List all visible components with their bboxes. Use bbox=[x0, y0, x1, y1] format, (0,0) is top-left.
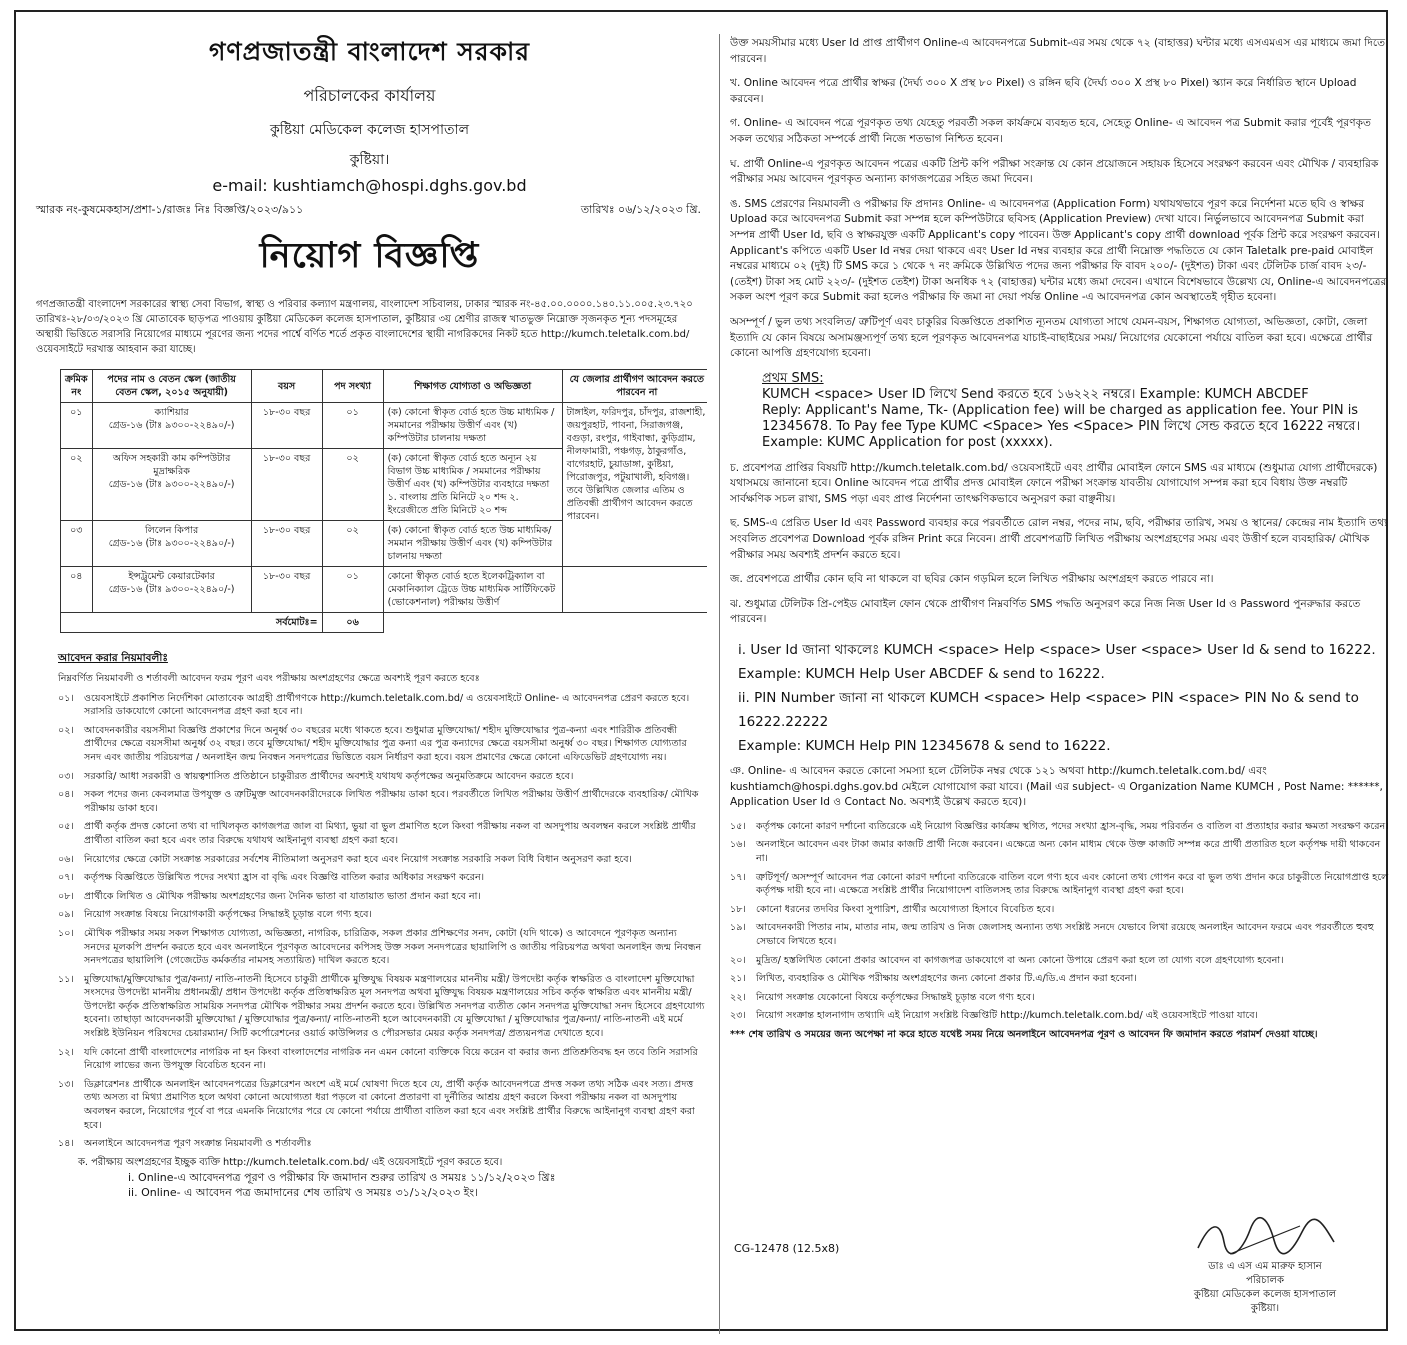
cell-serial: ০১ bbox=[61, 403, 93, 449]
signature-block bbox=[1150, 1212, 1380, 1316]
cell-districts-empty bbox=[562, 567, 707, 613]
cg-code: CG-12478 (12.5x8) bbox=[734, 1242, 840, 1255]
list-item: ২৩। নিয়োগ সংক্রান্ত হালনাগাদ তথ্যাদি এই নিয়োগ সংশ্লিষ্ট বিজ্ঞপ্তিটি http://kumch.teletalk.com.bd/ এই ওয়েবসাইটে পাওয়া যাবে। bbox=[730, 1010, 1258, 1022]
notice-header bbox=[32, 32, 707, 195]
signatory-name: ডাঃ এ এস এম মারুফ হাসান bbox=[1208, 1261, 1322, 1272]
sms-block bbox=[762, 371, 1392, 451]
sms-first-label: প্রথম SMS: bbox=[762, 370, 824, 386]
cell-count: ০১ bbox=[322, 403, 383, 449]
cell-count: ০২ bbox=[322, 521, 383, 567]
govt-name: গণপ্রজাতন্ত্রী বাংলাদেশ সরকার bbox=[209, 37, 530, 66]
recovery-userid-example: Example: KUMCH Help User ABCDEF & send to 16222. bbox=[738, 666, 1105, 683]
rule14-ka: ক. পরীক্ষায় অংশগ্রহণের ইচ্ছুক ব্যক্তি http://kumch.teletalk.com.bd/ এই ওয়েবসাইটে পূরণ করতে হবে। bbox=[78, 1156, 503, 1168]
signatory-title: পরিচালক bbox=[1246, 1275, 1284, 1286]
list-item: ০৩। সরকারি/ আধা সরকারী ও স্বায়ত্বশাসিত প্রতিষ্ঠানে চাকুরীরত প্রার্থীদের অবশ্যই যথাযথ কর্তৃপক্ষের অনুমতিক্রমে আবেদন করতে হবে। bbox=[58, 770, 574, 782]
list-item: ১৪। অনলাইনে আবেদনপত্র পূরণ সংক্রান্ত নিয়মাবলী ও শর্তাবলীঃ bbox=[58, 1138, 312, 1150]
cell-qualification: (ক) কোনো স্বীকৃত বোর্ড হতে উচ্চ মাধ্যমিক/ সমমান পরীক্ষায় উত্তীর্ণ এবং (খ) কম্পিউটার চালনায় দক্ষতা bbox=[383, 521, 562, 567]
list-item: ১৩। ডিক্লারেশনঃ প্রার্থীকে অনলাইন আবেদনপত্রের ডিক্লারেশন অংশে এই মর্মে ঘোষণা দিতে হবে যে, প্রার্থী কর্তৃক আবেদনপত্রে প্রদত্ত সকল তথ্য সঠিক এবং সত্য। প্রদত্ত তথ্য অসত্য বা মিথ্যা প্রমাণিত হলে অথবা কোনো অযোগ্যতা ধরা পড়লে বা কোনো প্রতারণা বা দুর্নীতির আশ্রয় গ্রহণ করলে কিংবা পরীক্ষায় নকল বা অসদুপায় অবলম্বন করলে, নিয়োগের পূর্বে বা পরে এমনকি নিয়োগের পরে যে কোনো পর্যায়ে প্রার্থীতা বাতিল করা হবে এবং সংশ্লিষ্ট প্রার্থীর বিরুদ্ধে আইনানুগ ব্যবস্থা গ্রহণ করা হবে। bbox=[58, 1078, 695, 1131]
cell-age: ১৮-৩০ বছর bbox=[251, 403, 322, 449]
cell-count: ০২ bbox=[322, 449, 383, 521]
list-item: ২০। মুদ্রিত/ হস্তলিখিত কোনো প্রকার আবেদন বা কাগজপত্র ডাকযোগে বা অন্য কোনো উপায়ে প্রেরণ করা হলে তা যোগ্য বলে গ্রহণযোগ্য হবেনা। bbox=[730, 954, 1284, 966]
list-item: ০৪। সকল পদের জন্য কেবলমাত্র উপযুক্ত ও ত্রুটিমুক্ত আবেদনকারীদেরকে লিখিত পরীক্ষায় ডাকা হবে। পরবর্তীতে লিখিত পরীক্ষায় উত্তীর্ণ প্রার্থীদেরকে ব্যবহারিক/ মৌখিক পরীক্ষায় ডাকা হবে। bbox=[58, 789, 699, 814]
list-item: ০২। আবেদনকারীর বয়সসীমা বিজ্ঞপ্তি প্রকাশের দিনে অনুর্ধ্ব ৩০ বছরের মধ্যে থাকতে হবে। শুধুমাত্র মুক্তিযোদ্ধা/ শহীদ মুক্তিযোদ্ধার পুত্র-কন্যা এবং শারিরীক প্রতিবন্ধী প্রার্থীদের ক্ষেত্রে বয়সসীমা অনুর্ধ্ব ৩২ বছর। তবে মুক্তিযোদ্ধা/ শহীদ মুক্তিযোদ্ধার পুত্র কন্যা এর পুত্র কন্যাদের ক্ষেত্রে বয়সসীমা অনুর্ধ্ব ৩০ বছর। শিক্ষাগত যোগ্যতার সনদ এবং জাতীয় পরিচয়পত্র / অনলাইন জন্ম নিবন্ধন সনদপত্রের ভিত্তিতে বয়স নির্ধারণ করা হবে। বয়স প্রমাণের ক্ষেত্রে কোনো এফিডেভিট গ্রহণযোগ্য নয়। bbox=[58, 724, 687, 763]
cell-age: ১৮-৩০ বছর bbox=[251, 567, 322, 613]
memo-row bbox=[32, 201, 707, 220]
th-count: পদ সংখ্যা bbox=[322, 370, 383, 403]
recovery-pin: ii. PIN Number জানা না থাকলে KUMCH <space> Help <space> PIN <space> PIN No & send to 16222.22222 bbox=[738, 690, 1359, 731]
post-name: ইন্সট্রুমেন্ট কেয়ারটেকার bbox=[128, 571, 215, 582]
recovery-userid: i. User Id জানা থাকলেঃ KUMCH <space> Help <space> User <space> User Id & send to 16222. bbox=[738, 642, 1376, 659]
recovery-instructions bbox=[738, 638, 1392, 758]
right-para-1: উক্ত সময়সীমার মধ্যে User Id প্রাপ্ত প্রার্থীগণ Online-এ আবেদনপত্রে Submit-এর সময় থেকে ৭২ (বাহাত্তর) ঘন্টার মধ্যে এসএমএস এর মাধ্যমে জমা দিতে পারবেন। bbox=[730, 37, 1386, 65]
list-item: ১০। মৌখিক পরীক্ষার সময় সকল শিক্ষাগত যোগ্যতা, অভিজ্ঞতা, নাগরিক, চারিত্রিক, সকল প্রকার প্রশিক্ষণের সনদ, কোটা (যদি থাকে) ও আবেদনে পূরণকৃত অন্যান্য সনদের মূলকপি প্রদর্শন করতে হবে এবং অনলাইনে পূরণকৃত আবেদনের কপিসহ উক্ত সকল সনদপত্রের ছায়ালিপি ও জাতীয় পরিচয়পত্র অথবা অনলাইন জন্ম নিবন্ধন সনদপত্রের ছায়ালিপি (গেজেটেড কর্মকর্তার নামসহ সত্যায়িত) দাখিল করতে হবে। bbox=[58, 927, 702, 967]
cell-age: ১৮-৩০ বছর bbox=[251, 521, 322, 567]
right-para-sms-rules: ঙ. SMS প্রেরণের নিয়মাবলী ও পরীক্ষার ফি প্রদানঃ Online- এ আবেদনপত্র (Application Form) যথাযথভাবে পূরণ করে নির্দেশনা মতে ছবি ও স্বাক্ষর Upload করে আবেদনপত্র Submit করা সম্পন্ন হলে কম্পিউটারে ছবিসহ (Application Preview) দেখা যাবে। নির্ভুলভাবে আবেদনপত্র Submit করা সম্পন্ন প্রার্থী User Id, ছবি ও স্বাক্ষরযুক্ত একটি Applicant's copy পাবেন। উক্ত Applicant's copy প্রার্থী download পূর্বক প্রিন্ট করে সংরক্ষণ করবেন। Applicant's কপিতে একটি User Id নম্বর দেয়া থাকবে এবং User Id নম্বর ব্যবহার করে প্রার্থী নিম্নোক্ত পদ্ধতিতে যে কোন Taletalk pre-paid মোবাইল নম্বরের মাধ্যমে ০২ (দুই) টি SMS করে ১ থেকে ৭ নং ক্রমিকে উল্লিখিত পদের জন্য পরীক্ষার ফি বাবদ ২০০/- (দুইশত) টাকা এবং টেলিটক চার্জ বাবদ ২৩/- (তেইশ) টাকা সহ মোট ২২৩/- (দুইশত তেইশ) টাকা অনধিক ৭২ (বাহাত্তর) ঘন্টার মধ্যে জমা দেবেন। এখানে বিশেষভাবে উল্লেখ্য যে, Online-এ আবেদনপত্রের সকল অংশ পূরণ করে Submit করা হলেও পরীক্ষার ফি জমা না দেয়া পর্যন্ত Online -এ আবেদনপত্র কোন অবস্থাতেই গৃহীত হবেনা। bbox=[730, 197, 1387, 304]
list-item: ১৭। ত্রুটিপূর্ণ/ অসম্পূর্ণ আবেদন পত্র কোনো কারণ দর্শানো ব্যতিরেকে বাতিল বলে গণ্য হবে এবং কোনো তথ্য গোপন করে বা ভুল তথ্য প্রদান করে চাকুরীতে নিয়োগপ্রাপ্ত হলে কর্তৃপক্ষ দায়ী হবে না। এক্ষেত্রে সংশ্লিষ্ট প্রার্থীর নিয়োগাদেশ বাতিলসহ তার বিরুদ্ধে আইনানুগ ব্যবস্থা গ্রহণ করা হবে। bbox=[730, 871, 1389, 897]
email-line: e-mail: kushtiamch@hospi.dghs.gov.bd bbox=[212, 176, 527, 195]
sms-line-2: Reply: Applicant's Name, Tk- (Application fee) will be charged as application fee. Your PIN is 12345678. To Pay fee Type KUMC <Space> Yes <Space> PIN লিখে সেন্ড করতে হবে 16222 নম্বরে। Example: KUMC Application for post (xxxxx). bbox=[762, 402, 1361, 450]
cell-qualification: (ক) কোনো স্বীকৃত বোর্ড হতে উচ্চ মাধ্যমিক / সমমানের পরীক্ষায় উত্তীর্ণ এবং (খ) কম্পিউটার চালনায় দক্ষতা bbox=[383, 403, 562, 449]
hospital-name: কুষ্টিয়া মেডিকেল কলেজ হাসপাতাল bbox=[269, 122, 470, 138]
cell-count: ০১ bbox=[322, 567, 383, 613]
rules-intro: নিম্নবর্ণিত নিয়মাবলী ও শর্তাবলী আবেদন ফরম পূরণ এবং পরীক্ষায় অংশগ্রহণের ক্ষেত্রে অবশ্যই পূরণ করতে হবেঃ bbox=[58, 673, 480, 684]
right-para-incomplete: অসম্পূর্ণ / ভুল তথ্য সংবলিত/ ত্রুটিপূর্ণ এবং চাকুরির বিজ্ঞপ্তিতে প্রকাশিত ন্যূনতম যোগ্যতা সাথে যেমন-বয়স, শিক্ষাগত যোগ্যতা, অভিজ্ঞতা, কোটা, জেলা ইত্যাদি যে কোন বিষয়ে অসামঞ্জস্যপূর্ণ তথ্য হলে পূরণকৃত আবেদনপত্র যাচাই-বাছাইয়ের সময়/ নিয়োগের যেকোনো পর্যায়ে বাতিল করা হবে। এক্ষেত্রে প্রার্থীর কোনো আপত্তি গ্রহণযোগ্য হবেনা। bbox=[730, 315, 1373, 360]
memo-date: তারিখঃ ০৬/১২/২০২৩ খ্রি. bbox=[580, 203, 701, 216]
office-name: পরিচালকের কার্যালয় bbox=[303, 86, 436, 105]
th-age: বয়স bbox=[251, 370, 322, 403]
post-name: লিলেন কিপার bbox=[145, 525, 199, 536]
list-item: ১১। মুক্তিযোদ্ধা/মুক্তিযোদ্ধার পুত্র/কন্যা/ নাতি-নাতনী হিসেবে চাকুরী প্রার্থীকে মুক্তিযুদ্ধ বিষয়ক মন্ত্রণালয়ের মাননীয় মন্ত্রী/ উপদেষ্টা কর্তৃক স্বাক্ষরিত ও বাংলাদেশ মুক্তিযোদ্ধা সংসদের উপদেষ্টা মাননীয় প্রধানমন্ত্রী/ প্রধান উপদেষ্টা কর্তৃক প্রতিস্বাক্ষরিত মূল সনদপত্র অথবা মুক্তিযুদ্ধ বিষয়ক মন্ত্রণালয়ের সচিব কর্তৃক স্বাক্ষরিত এবং মাননীয় মন্ত্রী/উপদেষ্টা কর্তৃক প্রতিস্বাক্ষরিত সাময়িক সনদপত্র মৌখিক পরীক্ষার সময় প্রদর্শন করতে হবে। উল্লিখিত সনদপত্র ব্যতীত কোন সনদপত্র মুক্তিযোদ্ধা সনদ হিসেবে গ্রহণযোগ্য হবেনা। তাছাড়া আবেদনকারী মুক্তিযোদ্ধা / মুক্তিযোদ্ধার পুত্র/কন্যা/ নাতি-নাতনী হলে আবেদনকারী যে মুক্তিযোদ্ধা / মুক্তিযোদ্ধার পুত্র/কন্যা/ নাতি-নাতনী এই মর্মে সংশ্লিষ্ট ইউনিয়ন পরিষদের চেয়ারম্যান/ সিটি কর্পোরেশনের ওয়ার্ড কাউন্সিলর ও পৌরসভার মেয়র কর্তৃক সনদপত্র/ প্রত্যয়নপত্র দেখাতে হবে। bbox=[58, 973, 705, 1040]
th-districts: যে জেলার প্রার্থীগণ আবেদন করতে পারবেন না bbox=[562, 370, 707, 403]
cell-serial: ০৪ bbox=[61, 567, 93, 613]
cell-age: ১৮-৩০ বছর bbox=[251, 449, 322, 521]
recovery-pin-example: Example: KUMCH Help PIN 12345678 & send to 16222. bbox=[738, 738, 1111, 755]
post-grade: গ্রেড-১৬ (টাঃ ৯৩০০-২২৪৯০/-) bbox=[108, 584, 235, 595]
list-item: ০৬। নিয়োগের ক্ষেত্রে কোটা সংক্রান্ত সরকারের সর্বশেষ নীতিমালা অনুসরণ করা হবে এবং নিয়োগ সংক্রান্ত সরকারি সকল বিধি বিধান অনুসরণ করা হবে। bbox=[58, 853, 632, 865]
rule14-ii: ii. Online- এ আবেদন পত্র জমাদানের শেষ তারিখ ও সময়ঃ ৩১/১২/২০২৩ ইং। bbox=[128, 1185, 479, 1199]
cell-serial: ০৩ bbox=[61, 521, 93, 567]
post-grade: গ্রেড-১৬ (টাঃ ৯৩০০-২২৪৯০/-) bbox=[108, 420, 235, 431]
notice-frame bbox=[14, 10, 1388, 1331]
right-para-gha: ঘ. প্রার্থী Online-এ পূরণকৃত আবেদন পত্রের একটি প্রিন্ট কপি পরীক্ষা সংক্রান্ত যে কোন প্রয়োজনে সহায়ক হিসেবে সংরক্ষণ করবেন এবং মৌখিক / ব্যবহারিক পরীক্ষার সময় আবেদন পূরণকৃত অন্যান্য কাগজপত্রের সহিত জমা দিবেন। bbox=[730, 157, 1379, 186]
right-para-ga: গ. Online- এ আবেদন পত্রে পূরণকৃত তথ্য যেহেতু পরবর্তী সকল কার্যক্রমে ব্যবহৃত হবে, সেহেতু Online- এ আবেদন পত্র Submit করার পূর্বেই পূরণকৃত সকল তথ্যের সঠিকতা সম্পর্কে প্রার্থী নিজে শতভাগ নিশ্চিত হবেন। bbox=[730, 117, 1371, 145]
right-para-admit: চ. প্রবেশপত্র প্রাপ্তির বিষয়টি http://kumch.teletalk.com.bd/ ওয়েবসাইটে এবং প্রার্থীর মোবাইল ফোনে SMS এর মাধ্যমে (শুধুমাত্র যোগ্য প্রার্থীদেরকে) যথাসময়ে জানানো হবে। Online আবেদন পত্রে প্রার্থীর প্রদত্ত মোবাইল ফোনে পরীক্ষা সংক্রান্ত যাবতীয় যোগাযোগ সম্পন্ন করা হবে বিধায় উক্ত নম্বরটি সার্বক্ষণিক সচল রাখা, SMS পড়া এবং প্রাপ্ত নির্দেশনা তাৎক্ষণিকভাবে অনুসরণ করা বাঞ্ছনীয়। bbox=[730, 461, 1378, 505]
list-item: ০৯। নিয়োগ সংক্রান্ত বিষয়ে নিয়োগকারী কর্তৃপক্ষের সিদ্ধান্তই চূড়ান্ত বলে গণ্য হবে। bbox=[58, 909, 372, 921]
jobs-table bbox=[60, 369, 707, 633]
table-header-row bbox=[61, 370, 708, 403]
list-item: ০৫। প্রার্থী কর্তৃক প্রদত্ত কোনো তথ্য বা দাখিলকৃত কাগজপত্র জাল বা মিথ্যা, ভুয়া বা ভুল প্রমাণিত হলে কিংবা পরীক্ষায় নকল বা অসদুপায় অবলম্বন করলে সংশ্লিষ্ট প্রার্থীর প্রার্থীতা বাতিল করা হবে এবং তার বিরুদ্ধে যথাযথ আইনানুগ ব্যবস্থা গ্রহণ করা হবে। bbox=[58, 821, 696, 846]
cell-serial: ০২ bbox=[61, 449, 93, 521]
list-item: ২১। লিখিত, ব্যবহারিক ও মৌখিক পরীক্ষায় অংশগ্রহণের জন্য কোনো প্রকার টি.এ/ডি.এ প্রদান করা হবেনা। bbox=[730, 973, 1137, 985]
column-divider bbox=[719, 34, 720, 1334]
footnote: *** শেষ তারিখ ও সময়ের জন্য অপেক্ষা না করে হাতে যথেষ্ট সময় নিয়ে অনলাইনে আবেদনপত্র পূরণ ও আবেদন ফি জমাদান করতে পরামর্শ দেওয়া যাচ্ছে। bbox=[730, 1028, 1318, 1040]
sms-line-1: KUMCH <space> User ID লিখে Send করতে হবে ১৬২২২ নম্বরে। Example: KUMCH ABCDEF bbox=[762, 386, 1309, 402]
post-grade: গ্রেড-১৬ (টাঃ ৯৩০০-২২৪৯০/-) bbox=[108, 479, 235, 490]
cell-qualification: কোনো স্বীকৃত বোর্ড হতে ইলেকট্রিক্যাল বা মেকানিক্যাল ট্রেডে উচ্চ মাধ্যমিক সার্টিফিকেট (ভোকেশনাল) পরীক্ষায় উত্তীর্ণ bbox=[383, 567, 562, 613]
right-para-kha: খ. Online আবেদন পত্রে প্রার্থীর স্বাক্ষর (দৈর্ঘ্য ৩০০ X প্রস্থ ৮০ Pixel) ও রঙ্গিন ছবি (দৈর্ঘ্য ৩০০ X প্রস্থ ৮০ Pixel) স্ক্যান করে নির্ধারিত স্থানে Upload করবেন। bbox=[730, 77, 1357, 105]
post-grade: গ্রেড-১৬ (টাঃ ৯৩০০-২২৪৯০/-) bbox=[108, 538, 235, 549]
total-label: সর্বমোটঃ= bbox=[61, 613, 323, 633]
post-name: অফিস সহকারী কাম কম্পিউটার মুদ্রাক্ষরিক bbox=[112, 453, 231, 477]
list-item: ১৬। অনলাইনে আবেদন এবং টাকা জমার কাজটি প্রার্থী নিজে করবেন। এক্ষেত্রে অন্য কোন মাধ্যম থেকে উক্ত কাজটি সম্পন্ন করে প্রার্থী প্রতারিত হলে কর্তৃপক্ষ দায়ী থাকবেন না। bbox=[730, 839, 1381, 864]
memo-number: স্মারক নং-কুষমেকহাস/প্রশা-১/রাজঃ নিঃ বিজ্ঞপ্তি/২০২৩/৯১১ bbox=[36, 203, 304, 216]
left-column bbox=[32, 12, 707, 1329]
th-qualification: শিক্ষাগত যোগ্যতা ও অভিজ্ঞতা bbox=[383, 370, 562, 403]
intro-paragraph: গণপ্রজাতন্ত্রী বাংলাদেশ সরকারের স্বাস্থ্য সেবা বিভাগ, স্বাস্থ্য ও পরিবার কল্যাণ মন্ত্রণালয়, বাংলাদেশ সচিবালয়, ঢাকার স্মারক নং-৪৫.০০.০০০০.১৪০.১১.০০৫.২৩.৭২০ তারিখঃ-২৮/০৩/২০২৩ খ্রি মোতাবেক ছাড়পত্র পাওয়ায় কুষ্টিয়া মেডিকেল কলেজ হাসপাতাল, কুষ্টিয়ার ৩য় শ্রেণীর রাজস্ব খাতভুক্ত নিম্নোক্ত সৃজনকৃত শূন্য পদসমূহের অস্থায়ী ভিত্তিতে সরাসরি নিয়োগের মাধ্যমে পূরণের জন্য পদের পার্শ্বে বর্ণিত শর্তে প্রকৃত বাংলাদেশের স্থায়ী নাগরিকদের নিকট হতে http://kumch.teletalk.com.bd/ ওয়েবসাইটে দরখাস্ত আহবান করা যাচ্ছে। bbox=[36, 299, 693, 355]
cell-post bbox=[92, 403, 251, 449]
right-para-photo: জ. প্রবেশপত্রে প্রার্থীর কোন ছবি না থাকলে বা ছবির কোন গড়মিল হলে লিখিত পরীক্ষায় অংশগ্রহণ করতে পারবে না। bbox=[730, 573, 1214, 586]
post-name: ক্যাশিয়ার bbox=[154, 407, 189, 418]
list-item: ০৮। প্রার্থীকে লিখিত ও মৌখিক পরীক্ষায় অংশগ্রহণের জন্য দৈনিক ভাতা বা যাতায়াত ভাতা প্রদান করা হবে না। bbox=[58, 890, 481, 902]
table-row bbox=[61, 403, 708, 449]
signature-icon bbox=[1190, 1212, 1340, 1260]
cell-post bbox=[92, 567, 251, 613]
cell-districts: টাঙ্গাইল, ফরিদপুর, চাঁদপুর, রাজশাহী, জয়পুরহাট, পাবনা, সিরাজগঞ্জ, বগুড়া, রংপুর, গাইবান্ধা, কুড়িগ্রাম, নীলফামারী, পঞ্চগড়, ঠাকুরগাঁও, বাগেরহাট, চুয়াডাঙ্গা, কুষ্টিয়া, পিরোজপুর, পটুয়াখালী, হবিগঞ্জ। তবে উল্লিখিত জেলার এতিম ও প্রতিবন্ধী প্রার্থীগণ আবেদন করতে পারবেন। bbox=[562, 403, 707, 567]
right-para-password: ছ. SMS-এ প্রেরিত User Id এবং Password ব্যবহার করে পরবর্তীতে রোল নম্বর, পদের নাম, ছবি, পরীক্ষার তারিখ, সময় ও স্থানের/ কেন্দ্রের নাম ইত্যাদি তথ্য সংবলিত প্রবেশপত্র Download পূর্বক রঙ্গিন Print করে নিবেন। প্রার্থী প্রবেশপত্রটি লিখিত পরীক্ষায় অংশগ্রহণের সময় এবং উত্তীর্ণ হলে ব্যবহারিক/ মৌখিক পরীক্ষার সময় অবশ্যই প্রদর্শন করতে হবে। bbox=[730, 517, 1388, 561]
list-item: ১২। যদি কোনো প্রার্থী বাংলাদেশের নাগরিক না হন কিংবা বাংলাদেশের নাগরিক নন এমন কোনো ব্যক্তিকে বিয়ে করেন বা করার জন্য প্রতিশ্রুতিবদ্ধ হন তবে তিনি সরাসরি নিয়োগ লাভের জন্য উপযুক্ত বিবেচিত হবেন না। bbox=[58, 1046, 698, 1072]
th-post: পদের নাম ও বেতন স্কেল (জাতীয় বেতন স্কেল, ২০১৫ অনুযায়ী) bbox=[92, 370, 251, 403]
table-total-row bbox=[61, 613, 708, 633]
list-item: ১৯। আবেদনকারী পিতার নাম, মাতার নাম, জন্ম তারিখ ও নিজ জেলাসহ অন্যান্য তথ্য সংশ্লিষ্ট সনদে যেভাবে লিখা রয়েছে অনলাইন আবেদন ফরমে এবং পরবর্তীতে হুবহু সেভাবে লিখতে হবে। bbox=[730, 922, 1374, 947]
right-para-recovery: ঝ. শুধুমাত্র টেলিটক প্রি-পেইড মোবাইল ফোন থেকে প্রার্থীগণ নিম্নবর্ণিত SMS পদ্ধতি অনুসরণ করে নিজ নিজ User Id ও Password পুনরুদ্ধার করতে পারবেন। bbox=[730, 597, 1361, 626]
rules-title: আবেদন করার নিয়মাবলীঃ bbox=[58, 652, 168, 664]
rules-list bbox=[58, 672, 706, 1151]
total-value: ০৬ bbox=[322, 613, 383, 633]
cell-qualification: (ক) কোনো স্বীকৃত বোর্ড হতে অন্যূন ২য় বিভাগ উচ্চ মাধ্যমিক / সমমানের পরীক্ষায় উত্তীর্ণ এবং (খ) কম্পিউটার ব্যবহারে দক্ষতা ১. বাংলায় প্রতি মিনিটে ২০ শব্দ ২. ইংরেজীতে প্রতি মিনিটে ২০ শব্দ bbox=[383, 449, 562, 521]
signatory-city: কুষ্টিয়া। bbox=[1250, 1303, 1280, 1314]
cell-post bbox=[92, 449, 251, 521]
city-name: কুষ্টিয়া। bbox=[349, 152, 390, 168]
table-row bbox=[61, 567, 708, 613]
cell-post bbox=[92, 521, 251, 567]
list-item: ১৫। কর্তৃপক্ষ কোনো কারণ দর্শানো ব্যতিরেকে এই নিয়োগ বিজ্ঞপ্তির কার্যক্রম স্থগিত, পদের সংখ্যা হ্রাস-বৃদ্ধি, সময় পরিবর্তন ও বাতিল বা প্রত্যাহার করার ক্ষমতা সংরক্ষণ করেন। bbox=[730, 820, 1389, 832]
notice-title: নিয়োগ বিজ্ঞপ্তি bbox=[259, 236, 480, 276]
right-para-contact: ঞ. Online- এ আবেদন করতে কোনো সমস্যা হলে টেলিটক নম্বর থেকে ১২১ অথবা http://kumch.teletalk.com.bd/ এবং kushtiamch@hospi.dghs.gov.bd মেইলে যোগাযোগ করা যাবে। (Mail এর subject- এ Organization Name KUMCH , Post Name: ******, Application User Id ও Contact No. অবশ্যই উল্লেখ করতে হবে)। bbox=[730, 765, 1383, 809]
th-serial: ক্রমিক নং bbox=[61, 370, 93, 403]
list-item: ১৮। কোনো ধরনের তদবির কিংবা সুপারিশ, প্রার্থীর অযোগ্যতা হিসাবে বিবেচিত হবে। bbox=[730, 903, 1055, 915]
signatory-org: কুষ্টিয়া মেডিকেল কলেজ হাসপাতাল bbox=[1193, 1289, 1337, 1300]
list-item: ০৭। কর্তৃপক্ষ বিজ্ঞপ্তিতে উল্লিখিত পদের সংখ্যা হ্রাস বা বৃদ্ধি এবং বিজ্ঞপ্তি বাতিল করার অধিকার সংরক্ষণ করেন। bbox=[58, 872, 485, 884]
rule14-i: i. Online-এ আবেদনপত্র পূরণ ও পরীক্ষার ফি জমাদান শুরুর তারিখ ও সময়ঃ ১১/১২/২০২৩ খ্রিঃ bbox=[128, 1170, 556, 1184]
list-item: ০১। ওয়েবসাইটে প্রকাশিত নির্দেশিকা মোতাবেক আগ্রহী প্রার্থীগণকে http://kumch.teletalk.com.bd/ এ ওয়েবসাইটে Online- এ আবেদনপত্র প্রেরণ করতে হবে। সরাসরি ডাকযোগে কোনো আবেদনপত্র গ্রহণ করা হবে না। bbox=[58, 692, 690, 718]
list-item: ২২। নিয়োগ সংক্রান্ত যেকোনো বিষয়ে কর্তৃপক্ষের সিদ্ধান্তই চূড়ান্ত বলে গণ্য হবে। bbox=[730, 991, 1035, 1003]
right-column bbox=[730, 12, 1392, 1329]
